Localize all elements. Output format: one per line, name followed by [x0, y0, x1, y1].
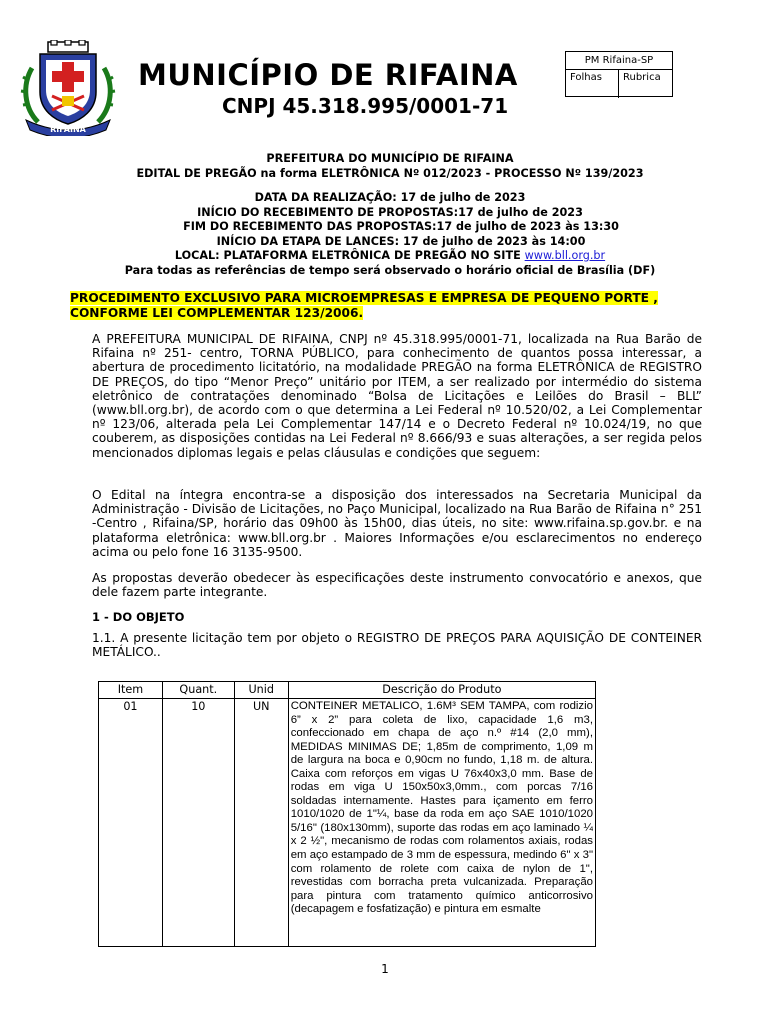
cell-quant: 10 — [162, 699, 234, 947]
municipality-title: MUNICÍPIO DE RIFAINA — [138, 58, 518, 92]
proposals-paragraph: As propostas deverão obedecer às especificações deste instrumento convocatório e anexos, que dele fazem parte integrante. — [92, 571, 702, 600]
edital-heading — [60, 152, 720, 181]
table-row — [99, 699, 596, 947]
bids-start: INÍCIO DA ETAPA DE LANCES: 17 de julho de 2023 às 14:00 — [216, 234, 586, 248]
bll-site-link[interactable]: www.bll.org.br — [524, 249, 606, 262]
section-objeto-heading: 1 - DO OBJETO — [92, 610, 185, 624]
page-number: 1 — [381, 962, 389, 976]
crest-banner-text: RIFAINA — [50, 125, 86, 134]
proposals-start: INÍCIO DO RECEBIMENTO DE PROPOSTAS:17 de julho de 2023 — [197, 205, 583, 219]
stamp-folhas-label: Folhas — [566, 70, 619, 98]
page-stamp-box — [565, 51, 673, 97]
municipal-crest-icon — [18, 40, 118, 136]
notice-line-1: PROCEDIMENTO EXCLUSIVO PARA MICROEMPRESAS E EMPRESA DE PEQUENO PORTE , — [70, 291, 658, 305]
objeto-paragraph: 1.1. A presente licitação tem por objeto o REGISTRO DE PREÇOS PARA AQUISIÇÃO DE CONTEINER METÁLICO.. — [92, 631, 702, 660]
stamp-rubrica-label: Rubrica — [623, 72, 661, 83]
prefeitura-heading: PREFEITURA DO MUNICÍPIO DE RIFAINA — [266, 152, 514, 165]
edital-availability-paragraph: O Edital na íntegra encontra-se a disposição dos interessados na Secretaria Municipal da Administração - Divisão de Licitações, no Paço Municipal, localizado na Rua Barão de Rifaina n° 251 -Centro , Rifaina/SP, horário das 09h00 às 15h00, dias úteis, no site: www.rifaina.sp.gov.br. e na plataforma eletrônica: www.bll.org.br . Maiores Informações e/ou esclarecimentos no endereço acima ou pelo fone 16 3135-9500. — [92, 488, 702, 559]
cnpj-number: CNPJ 45.318.995/0001-71 — [222, 94, 509, 118]
col-header-quant: Quant. — [162, 682, 234, 699]
col-header-item: Item — [99, 682, 163, 699]
cell-unid: UN — [234, 699, 288, 947]
location-line — [60, 249, 720, 264]
cell-description — [288, 699, 595, 947]
col-header-description: Descrição do Produto — [288, 682, 595, 699]
location-label: LOCAL: PLATAFORMA ELETRÔNICA DE PREGÃO NO SITE — [174, 249, 525, 262]
table-header-row — [99, 682, 596, 699]
proposals-end: FIM DO RECEBIMENTO DAS PROPOSTAS:17 de julho de 2023 às 13:30 — [183, 220, 619, 233]
product-table — [98, 681, 596, 947]
edital-number-heading: EDITAL DE PREGÃO na forma ELETRÔNICA Nº 012/2023 - PROCESSO Nº 139/2023 — [136, 166, 644, 180]
col-header-unid: Unid — [234, 682, 288, 699]
timezone-note: Para todas as referências de tempo será observado o horário oficial de Brasília (DF) — [124, 263, 656, 277]
cell-item: 01 — [99, 699, 163, 947]
realization-date: DATA DA REALIZAÇÃO: 17 de julho de 2023 — [254, 191, 526, 204]
description-text: CONTEINER METALICO, 1.6M³ SEM TAMPA, com rodizio 6” x 2” para coleta de lixo, capacidade 1,6 m3, confeccionado em chapa de aço n.º #14 (2,0 mm), MEDIDAS MINIMAS DE; 1,85m de comprimento, 1,09 m de largura na boca e 0,90cm no fundo, 1,18 m. de altura. Caixa com reforços em vigas U 76x40x3,0 mm. Base de rodas em viga U 150x50x3,0mm., com porcas 7/16 soldadas internamente. Hastes para içamento em ferro 1010/1020 de 1"¼, base da roda em aço SAE 1010/1020 5/16" (180x130mm), suporte das rodas em aço laminado ¼ x 2 ½", mecanismo de rodas com rolamentos axiais, rodas em aço estampado de 3 mm de espessura, medindo 6" x 3" com rolamento de rolete com caixa de nylon de 1", revestidas com borracha preta vulcanizada. Preparação para pintura com tratamento químico anticorrosivo (decapagem e fosfatização) e pintura em esmalte — [290, 700, 593, 916]
stamp-municipality: PM Rifaina-SP — [566, 52, 672, 70]
intro-paragraph: A PREFEITURA MUNICIPAL DE RIFAINA, CNPJ nº 45.318.995/0001-71, localizada na Rua Barão de Rifaina nº 251- centro, TORNA PÚBLICO, para conhecimento de quantos possa interessar, a abertura de procedimento licitatório, na modalidade PREGÃO na forma ELETRÔNICA de REGISTRO DE PREÇOS, do tipo “Menor Preço” unitário por ITEM, a ser realizado por intermédio do sistema eletrônico de contratações denominado “Bolsa de Licitações e Leilões do Brasil – BLL” (www.bll.org.br), de acordo com o que determina a Lei Federal nº 10.520/02, a Lei Complementar nº 123/06, alterada pela Lei Complementar 147/14 e o Decreto Federal nº 10.024/19, no que couberem, as disposições contidas na Lei Federal nº 8.666/93 e suas alterações, a ser regida pelos mencionados diplomas legais e pelas cláusulas e condições que seguem: — [92, 332, 702, 460]
exclusive-procedure-notice — [70, 291, 710, 320]
schedule-block — [60, 191, 720, 278]
notice-line-2: CONFORME LEI COMPLEMENTAR 123/2006. — [70, 305, 364, 320]
